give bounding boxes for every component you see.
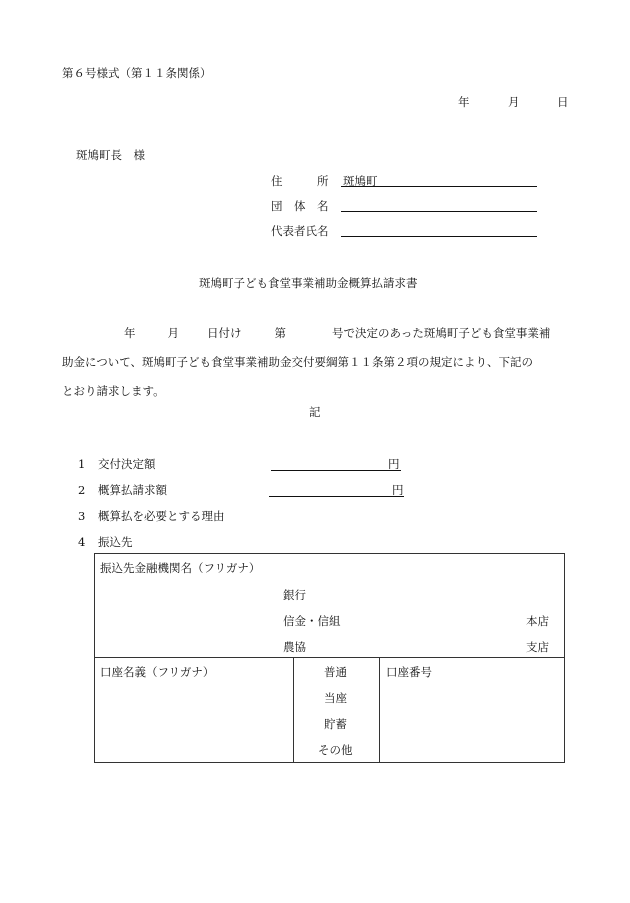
item-label: 交付決定額 bbox=[98, 457, 156, 471]
account-type-chochiku: 貯蓄 bbox=[324, 717, 347, 731]
bank-type-bank: 銀行 bbox=[283, 588, 306, 602]
rep-name-label: 代表者氏名 bbox=[271, 224, 329, 238]
body-year: 年 bbox=[124, 326, 136, 340]
bank-transfer-table bbox=[94, 553, 565, 763]
date-day: 日 bbox=[557, 95, 569, 109]
branch-sub: 支店 bbox=[526, 640, 549, 654]
bank-type-shinkin: 信金・信組 bbox=[283, 614, 341, 628]
body-no: 第 bbox=[274, 326, 286, 340]
ki-heading: 記 bbox=[309, 405, 321, 419]
body-dated: 日付け bbox=[207, 326, 242, 340]
account-number-label: 口座番号 bbox=[386, 665, 432, 679]
item-label: 振込先 bbox=[98, 535, 133, 549]
account-name-cell bbox=[95, 658, 294, 763]
body-month: 月 bbox=[167, 326, 179, 340]
org-name-line bbox=[341, 211, 537, 212]
bank-name-cell bbox=[95, 554, 565, 658]
org-name-label: 団 体 名 bbox=[271, 199, 329, 213]
item-number: 3 bbox=[78, 509, 86, 523]
address-value: 斑鳩町 bbox=[343, 174, 378, 188]
form-number: 第６号様式（第１１条関係） bbox=[62, 66, 212, 80]
account-type-futsu: 普通 bbox=[324, 665, 347, 679]
account-type-other: その他 bbox=[318, 743, 353, 757]
document-title: 斑鳩町子ども食堂事業補助金概算払請求書 bbox=[199, 276, 418, 290]
item-number: 1 bbox=[78, 457, 86, 471]
yen-unit: 円 bbox=[392, 483, 404, 497]
account-type-cell bbox=[294, 658, 380, 763]
body-line1-rest: 号で決定のあった斑鳩町子ども食堂事業補 bbox=[332, 326, 551, 340]
date-year: 年 bbox=[458, 95, 470, 109]
body-line3: とおり請求します。 bbox=[62, 384, 165, 398]
request-body bbox=[62, 319, 582, 406]
item-number: 2 bbox=[78, 483, 86, 497]
amount-line bbox=[271, 470, 401, 471]
addressee: 斑鳩町長 様 bbox=[76, 148, 145, 162]
address-line bbox=[341, 186, 537, 187]
rep-name-line bbox=[341, 236, 537, 237]
amount-line bbox=[269, 496, 404, 497]
item-number: 4 bbox=[78, 535, 86, 549]
account-number-cell bbox=[380, 658, 565, 763]
account-type-toza: 当座 bbox=[324, 691, 347, 705]
address-label: 住 所 bbox=[271, 174, 329, 188]
item-label: 概算払を必要とする理由 bbox=[98, 509, 225, 523]
branch-main: 本店 bbox=[526, 614, 549, 628]
body-line2: 助金について、斑鳩町子ども食堂事業補助金交付要綱第１１条第２項の規定により、下記の bbox=[62, 355, 534, 369]
date-month: 月 bbox=[508, 95, 520, 109]
account-name-label: 口座名義（フリガナ） bbox=[100, 665, 215, 679]
item-label: 概算払請求額 bbox=[98, 483, 167, 497]
bank-header: 振込先金融機関名（フリガナ） bbox=[100, 561, 261, 575]
bank-type-nokyo: 農協 bbox=[283, 640, 306, 654]
yen-unit: 円 bbox=[388, 457, 400, 471]
